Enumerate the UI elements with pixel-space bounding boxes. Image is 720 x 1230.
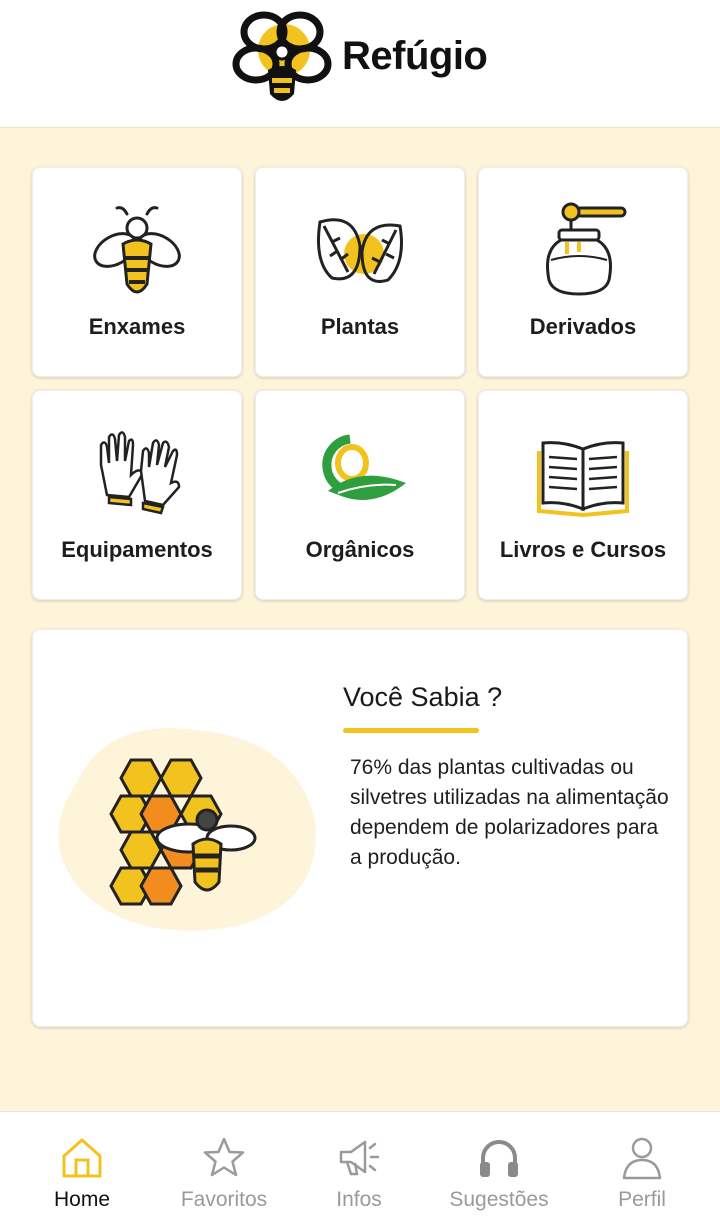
nav-label: Perfil xyxy=(618,1188,666,1211)
did-you-know-card xyxy=(32,629,688,1027)
megaphone-icon xyxy=(337,1136,381,1180)
nav-perfil[interactable] xyxy=(570,1112,714,1230)
category-label: Plantas xyxy=(320,314,400,339)
nav-sugestoes[interactable] xyxy=(427,1112,571,1230)
honeycomb-bee-icon xyxy=(107,748,267,908)
fact-title: Você Sabia ? xyxy=(343,682,503,712)
title-underline xyxy=(343,728,479,733)
bee-icon xyxy=(87,202,187,302)
leaves-icon xyxy=(310,202,410,302)
bee-logo-icon xyxy=(232,8,332,112)
nav-label: Infos xyxy=(336,1188,382,1211)
bottom-navigation xyxy=(0,1111,720,1230)
category-tile-organicos[interactable] xyxy=(255,390,465,600)
category-label: Equipamentos xyxy=(61,537,213,562)
nav-label: Sugestões xyxy=(449,1188,549,1211)
nav-infos[interactable] xyxy=(287,1112,431,1230)
category-tile-livros-e-cursos[interactable] xyxy=(478,390,688,600)
category-label: Enxames xyxy=(88,314,186,339)
nav-label: Home xyxy=(53,1188,111,1211)
organic-leaf-icon xyxy=(310,425,410,525)
open-book-icon xyxy=(533,425,633,525)
home-icon xyxy=(60,1136,104,1180)
category-label: Derivados xyxy=(529,314,637,339)
category-label: Livros e Cursos xyxy=(499,537,667,562)
fact-text: 76% das plantas cultivadas ou silvetres utilizadas na alimentação dependem de polarizadores para a produção. xyxy=(350,756,669,869)
star-icon xyxy=(202,1136,246,1180)
nav-label: Favoritos xyxy=(180,1188,268,1211)
category-label: Orgânicos xyxy=(305,537,415,562)
honey-jar-icon xyxy=(533,202,633,302)
category-tile-enxames[interactable] xyxy=(32,167,242,377)
category-tile-plantas[interactable] xyxy=(255,167,465,377)
app-header xyxy=(0,0,720,128)
user-icon xyxy=(620,1136,664,1180)
app-title: Refúgio xyxy=(342,34,488,78)
category-tile-equipamentos[interactable] xyxy=(32,390,242,600)
nav-favoritos[interactable] xyxy=(152,1112,296,1230)
nav-home[interactable] xyxy=(10,1112,154,1230)
category-tile-derivados[interactable] xyxy=(478,167,688,377)
gloves-icon xyxy=(87,425,187,525)
headphones-icon xyxy=(477,1136,521,1180)
